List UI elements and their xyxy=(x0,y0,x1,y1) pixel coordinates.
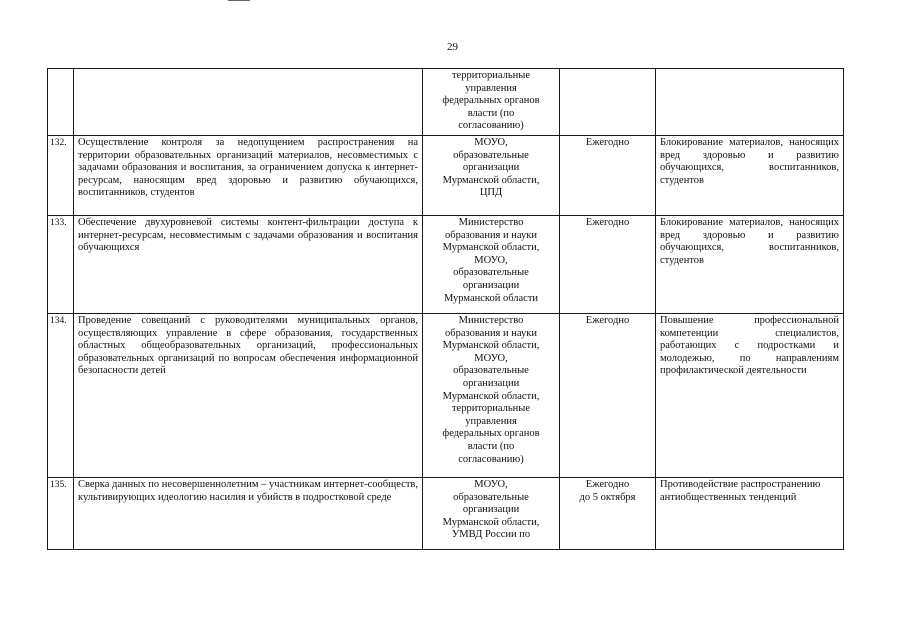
executor-line: управления xyxy=(465,415,517,427)
executor-line: организации xyxy=(462,279,520,291)
executor-line: Мурманской области xyxy=(443,292,539,304)
result-cell xyxy=(656,69,844,136)
executor-line: организации xyxy=(462,377,520,389)
table-row xyxy=(48,69,844,136)
executor-cell xyxy=(423,69,560,136)
row-number: 134. xyxy=(48,314,74,478)
term-line: до 5 октября xyxy=(579,491,636,503)
executor-line: МОУО, xyxy=(474,137,508,148)
result-cell: Повышение профессиональной компетенции специалистов, работающих с подростками и молодежью, по направлениям профилактической деятельности xyxy=(656,314,844,478)
table-row xyxy=(48,136,844,216)
executor-cell xyxy=(423,314,560,478)
executor-line: федеральных органов xyxy=(442,428,540,440)
executor-line: территориальные xyxy=(451,70,531,81)
executor-line: УМВД России по xyxy=(451,529,531,541)
term-line: Ежегодно xyxy=(585,479,630,490)
row-number xyxy=(48,69,74,136)
executor-line: Министерство xyxy=(458,217,524,228)
executor-cell xyxy=(423,478,560,550)
term-cell: Ежегодно xyxy=(560,216,656,314)
executor-line: организации xyxy=(462,162,520,174)
executor-line: Мурманской области, xyxy=(442,390,540,402)
action-cell xyxy=(74,69,423,136)
executor-line: образования и науки xyxy=(445,327,537,339)
executor-line: согласованию) xyxy=(458,120,524,132)
executor-line: МОУО, xyxy=(474,254,508,266)
executor-line: образовательные xyxy=(453,491,529,503)
table-row xyxy=(48,216,844,314)
executor-line: МОУО, xyxy=(474,479,508,490)
executor-line: территориальные xyxy=(451,403,531,415)
executor-line: согласованию) xyxy=(458,453,524,465)
executor-line: федеральных органов xyxy=(442,95,540,107)
executor-line: ЦПД xyxy=(479,187,503,199)
executor-line: власти (по xyxy=(467,440,515,452)
executor-line: власти (по xyxy=(467,107,515,119)
row-number: 135. xyxy=(48,478,74,550)
result-cell: Противодействие распространению антиобщественных тенденций xyxy=(656,478,844,550)
executor-line: образования и науки xyxy=(445,229,537,241)
executor-line: управления xyxy=(465,82,517,94)
row-number: 133. xyxy=(48,216,74,314)
executor-line: Мурманской области, xyxy=(442,340,540,352)
executor-cell xyxy=(423,136,560,216)
action-cell: Обеспечение двухуровневой системы контент-фильтрации доступа к интернет-ресурсам, несовместимым с задачами образования и воспитания обучающихся xyxy=(74,216,423,314)
executor-line: Министерство xyxy=(458,315,524,326)
scan-artifact-line xyxy=(228,0,250,1)
term-cell: Ежегодно xyxy=(560,136,656,216)
executor-line: образовательные xyxy=(453,267,529,279)
action-cell: Сверка данных по несовершеннолетним – участникам интернет-сообществ, культивирующих идеологию насилия и убийств в подростковой среде xyxy=(74,478,423,550)
measures-table xyxy=(47,68,844,550)
term-cell xyxy=(560,69,656,136)
executor-line: Мурманской области, xyxy=(442,242,540,254)
executor-line: образовательные xyxy=(453,149,529,161)
executor-line: организации xyxy=(462,504,520,516)
table-row xyxy=(48,314,844,478)
term-cell xyxy=(560,478,656,550)
executor-line: Мурманской области, xyxy=(442,516,540,528)
result-cell: Блокирование материалов, наносящих вред здоровью и развитию обучающихся, воспитанников, студентов xyxy=(656,216,844,314)
page-number: 29 xyxy=(447,41,458,53)
row-number: 132. xyxy=(48,136,74,216)
action-cell: Проведение совещаний с руководителями муниципальных органов, осуществляющих управление в сфере образования, государственных областных общеобразовательных организаций, профессиональных образовательных организаций по вопросам обеспечения информационной безопасности детей xyxy=(74,314,423,478)
executor-line: образовательные xyxy=(453,365,529,377)
action-cell: Осуществление контроля за недопущением распространения на территории образовательных организаций материалов, несовместимых с задачами образования и воспитания, за ограничением допуска к интернет-ресурсам, наносящим вред здоровью и развитию обучающихся, воспитанников, студентов xyxy=(74,136,423,216)
executor-line: Мурманской области, xyxy=(442,174,540,186)
result-cell: Блокирование материалов, наносящих вред здоровью и развитию обучающихся, воспитанников, студентов xyxy=(656,136,844,216)
table-row xyxy=(48,478,844,550)
executor-line: МОУО, xyxy=(474,352,508,364)
executor-cell xyxy=(423,216,560,314)
term-cell: Ежегодно xyxy=(560,314,656,478)
